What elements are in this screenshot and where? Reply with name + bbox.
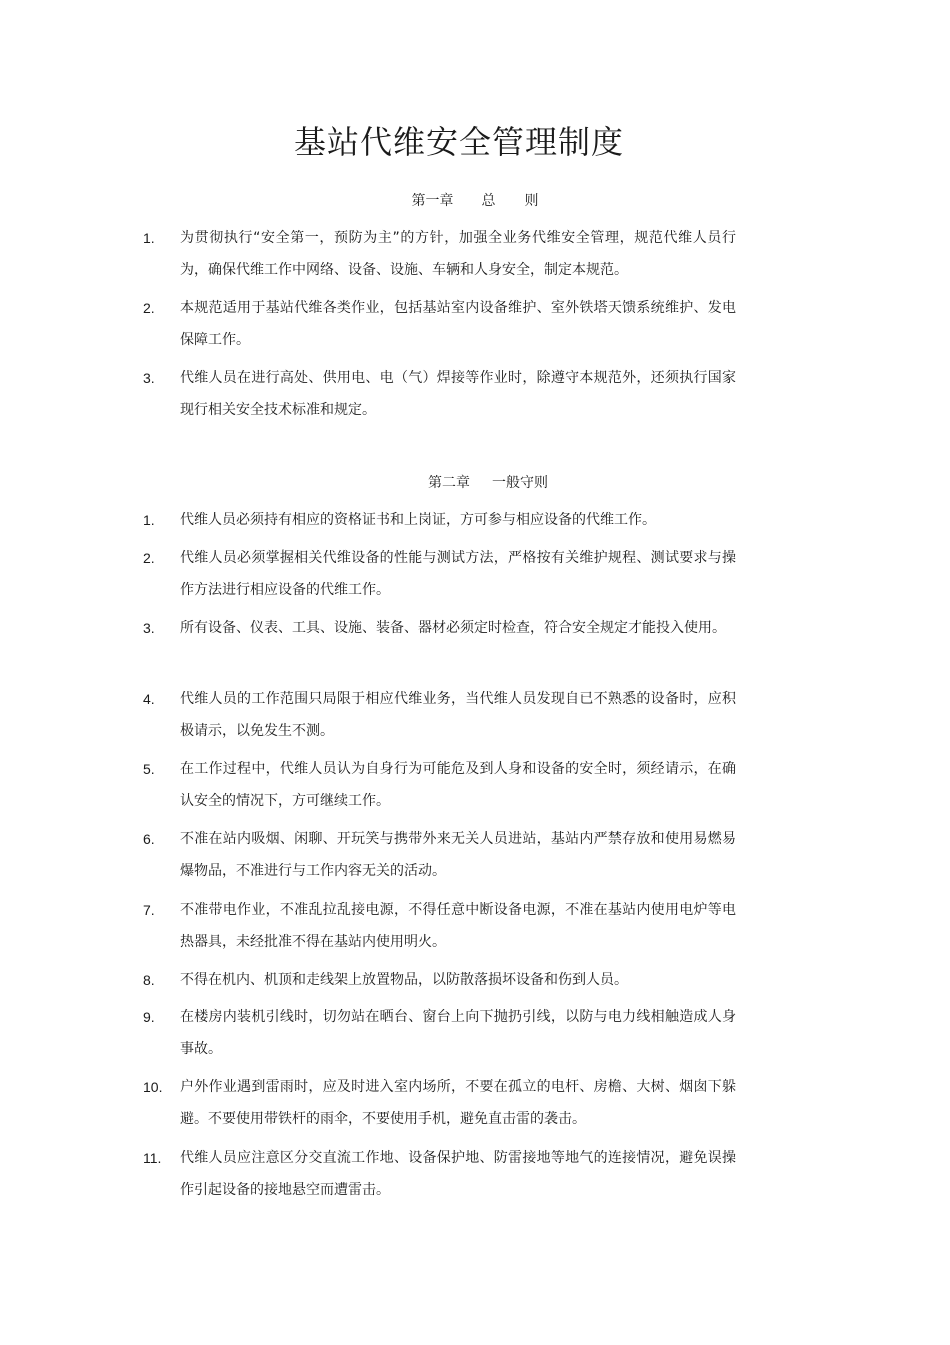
chapter-name: 总则 bbox=[481, 193, 568, 209]
clause-text: 代维人员的工作范围只局限于相应代维业务，当代维人员发现自已不熟悉的设备时，应积极请示，以免发生不测。 bbox=[180, 691, 736, 739]
clause-text: 在楼房内装机引线时，切勿站在晒台、窗台上向下抛扔引线，以防与电力线相触造成人身事故。 bbox=[180, 1009, 736, 1057]
document-title: 基站代维安全管理制度 bbox=[293, 123, 624, 161]
clause-number: 8. bbox=[143, 972, 155, 988]
clause-text: 为贯彻执行“安全第一，预防为主”的方针，加强全业务代维安全管理，规范代维人员行为，确保代维工作中网络、设备、设施、车辆和人身安全，制定本规范。 bbox=[180, 230, 736, 278]
clause-number: 5. bbox=[143, 761, 155, 777]
clause-number: 2. bbox=[143, 300, 155, 316]
clause-number: 3. bbox=[143, 370, 155, 386]
clause-text: 代维人员必须持有相应的资格证书和上岗证，方可参与相应设备的代维工作。 bbox=[180, 512, 656, 528]
clause-text: 代维人员应注意区分交直流工作地、设备保护地、防雷接地等地气的连接情况，避免误操作引起设备的接地悬空而遭雷击。 bbox=[180, 1150, 736, 1198]
clause-text: 代维人员在进行高处、供用电、电（气）焊接等作业时，除遵守本规范外，还须执行国家现行相关安全技术标准和规定。 bbox=[180, 370, 736, 418]
clause-2-10 bbox=[143, 1071, 743, 1135]
clause-number: 10. bbox=[143, 1079, 163, 1095]
clause-2-7 bbox=[143, 894, 743, 958]
clause-2-8 bbox=[143, 964, 743, 996]
chapter-heading-1 bbox=[0, 190, 950, 212]
clause-2-11 bbox=[143, 1142, 743, 1206]
chapter-number: 第一章 bbox=[411, 193, 454, 209]
clause-text: 户外作业遇到雷雨时，应及时进入室内场所，不要在孤立的电杆、房檐、大树、烟囱下躲避。不要使用带铁杆的雨伞，不要使用手机，避免直击雷的袭击。 bbox=[180, 1079, 736, 1127]
clause-number: 3. bbox=[143, 620, 155, 636]
clause-number: 2. bbox=[143, 550, 155, 566]
clause-2-1 bbox=[143, 504, 743, 536]
clause-text: 代维人员必须掌握相关代维设备的性能与测试方法，严格按有关维护规程、测试要求与操作方法进行相应设备的代维工作。 bbox=[180, 550, 736, 598]
chapter-name: 一般守则 bbox=[492, 475, 548, 491]
clause-text: 所有设备、仪表、工具、设施、装备、器材必须定时检查，符合安全规定才能投入使用。 bbox=[180, 620, 726, 636]
clause-number: 11. bbox=[143, 1150, 162, 1166]
clause-1-1 bbox=[143, 222, 743, 286]
clause-2-6 bbox=[143, 823, 743, 887]
clause-number: 6. bbox=[143, 831, 155, 847]
chapter-number: 第二章 bbox=[428, 475, 470, 491]
clause-text: 本规范适用于基站代维各类作业，包括基站室内设备维护、室外铁塔天馈系统维护、发电保障工作。 bbox=[180, 300, 736, 348]
clause-2-3 bbox=[143, 612, 743, 644]
clause-2-4 bbox=[143, 683, 743, 747]
clause-text: 不准带电作业，不准乱拉乱接电源，不得任意中断设备电源，不准在基站内使用电炉等电热器具，未经批准不得在基站内使用明火。 bbox=[180, 902, 736, 950]
clause-text: 不准在站内吸烟、闲聊、开玩笑与携带外来无关人员进站，基站内严禁存放和使用易燃易爆物品，不准进行与工作内容无关的活动。 bbox=[180, 831, 736, 879]
clause-number: 1. bbox=[143, 230, 155, 246]
clause-number: 7. bbox=[143, 902, 155, 918]
clause-1-2 bbox=[143, 292, 743, 356]
clause-2-5 bbox=[143, 753, 743, 817]
clause-1-3 bbox=[143, 362, 743, 426]
clause-number: 1. bbox=[143, 512, 155, 528]
clause-number: 9. bbox=[143, 1009, 155, 1025]
chapter-heading-2 bbox=[0, 472, 950, 494]
clause-number: 4. bbox=[143, 691, 155, 707]
clause-text: 不得在机内、机顶和走线架上放置物品，以防散落损坏设备和伤到人员。 bbox=[180, 972, 628, 988]
clause-2-9 bbox=[143, 1001, 743, 1065]
clause-text: 在工作过程中，代维人员认为自身行为可能危及到人身和设备的安全时，须经请示，在确认安全的情况下，方可继续工作。 bbox=[180, 761, 736, 809]
clause-2-2 bbox=[143, 542, 743, 606]
